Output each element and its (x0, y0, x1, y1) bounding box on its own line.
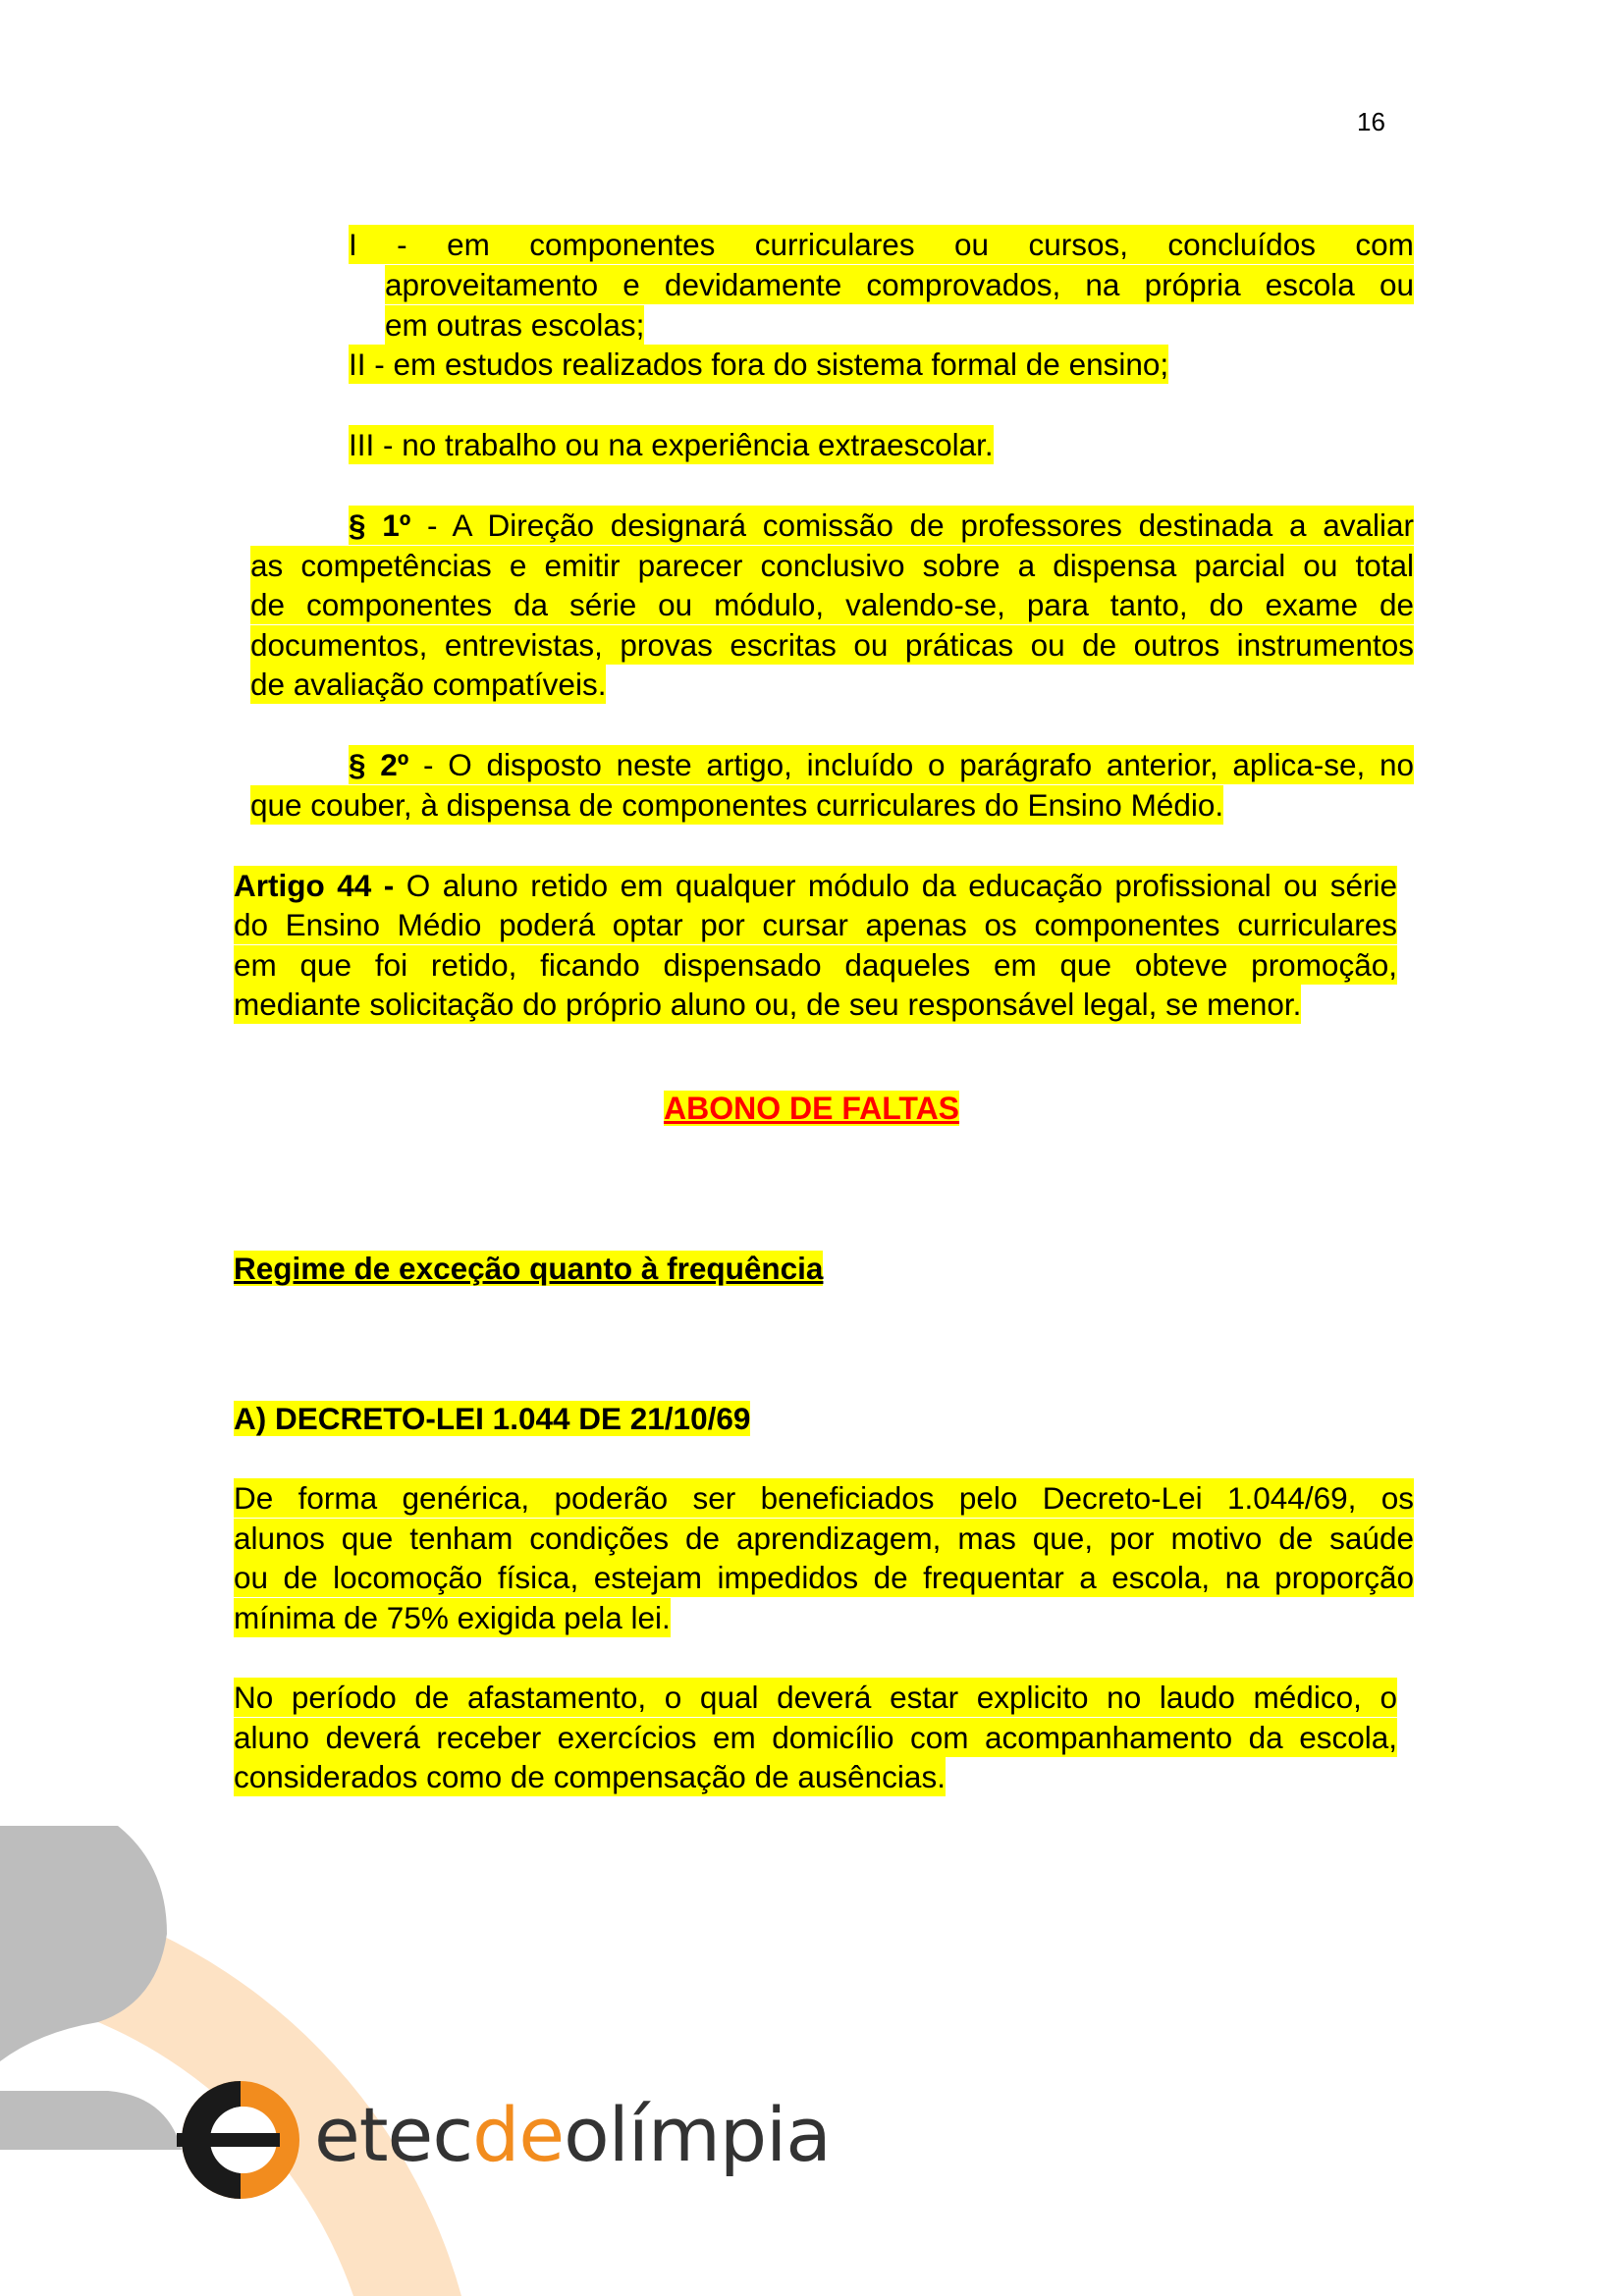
art44-line-1-text: O aluno retido em qualquer módulo da educação profissional ou série (394, 868, 1398, 903)
par2-line-2: que couber, à dispensa de componentes curriculares do Ensino Médio. (250, 787, 1224, 823)
decorative-arcs (0, 1826, 712, 2296)
subsection-title-text: Regime de exceção quanto à frequência (234, 1251, 824, 1286)
art44-line-2: do Ensino Médio poderá optar por cursar apenas os componentes curriculares (234, 907, 1397, 942)
section-title-text: ABONO DE FALTAS (663, 1091, 960, 1126)
decree-p1-line-2: alunos que tenham condições de aprendizagem, mas que, por motivo de saúde (234, 1521, 1414, 1556)
item-i-word: concluídos (1167, 227, 1316, 262)
item-i-word: cursos, (1028, 227, 1128, 262)
decree-heading-text: A) DECRETO-LEI 1.044 DE 21/10/69 (234, 1401, 751, 1436)
subsection-title (234, 1249, 823, 1288)
par2-mark: § 2º (349, 747, 409, 782)
decree-p1-line-4: mínima de 75% exigida pela lei. (234, 1600, 671, 1635)
art44-line-4: mediante solicitação do próprio aluno ou, de seu responsável legal, se menor. (234, 987, 1302, 1022)
logo-wordmark (314, 2091, 831, 2179)
section-title (0, 1089, 1623, 1128)
logo-part-olimpia: olímpia (564, 2091, 831, 2178)
decree-p1-line-3: ou de locomoção física, estejam impedidos de frequentar a escola, na proporção (234, 1560, 1414, 1595)
item-i-word: em (447, 227, 490, 262)
item-i-word: ou (953, 227, 990, 262)
art44-label: Artigo 44 - (234, 868, 395, 903)
par1-mark: § 1º (349, 507, 411, 543)
decree-p2-line-3: considerados como de compensação de ausências. (234, 1759, 946, 1794)
item-i-line-2: aproveitamento e devidamente comprovados, na própria escola ou (385, 267, 1414, 302)
gray-tab-lower (0, 2091, 182, 2150)
item-i-line-3: em outras escolas; (385, 307, 645, 343)
par1-line-3: de componentes da série ou módulo, valendo-se, para tanto, do exame de (250, 587, 1414, 622)
par2-line-1 (349, 745, 1414, 784)
logo-background (0, 1826, 712, 2296)
item-i-roman: I (349, 227, 357, 262)
decree-p2-line-1: No período de afastamento, o qual deverá estar explicito no laudo médico, o (234, 1680, 1397, 1715)
item-i-word: curriculares (754, 227, 915, 262)
logo-emblem-icon (177, 2076, 304, 2204)
par1-line-4: documentos, entrevistas, provas escritas ou práticas ou de outros instrumentos (250, 627, 1414, 663)
decree-heading (234, 1399, 750, 1438)
item-ii: II - em estudos realizados fora do sistema formal de ensino; (349, 347, 1169, 382)
item-iii: III - no trabalho ou na experiência extraescolar. (349, 427, 994, 462)
decree-p2-line-2: aluno deverá receber exercícios em domicílio com acompanhamento da escola, (234, 1720, 1397, 1755)
logo-part-de: de (472, 2091, 565, 2178)
par2-line-1-text: - O disposto neste artigo, incluído o parágrafo anterior, aplica-se, no (408, 747, 1415, 782)
page-number: 16 (1357, 107, 1385, 136)
logo-part-etec: etec (314, 2091, 473, 2178)
item-i-word: com (1355, 227, 1414, 262)
par1-line-1 (349, 506, 1414, 545)
par1-line-2: as competências e emitir parecer conclusivo sobre a dispensa parcial ou total (250, 548, 1414, 583)
par1-line-5: de avaliação compatíveis. (250, 667, 607, 702)
art44-line-3: em que foi retido, ficando dispensado daqueles em que obteve promoção, (234, 947, 1397, 983)
art44-line-1 (234, 866, 1397, 905)
item-i-line-1 (349, 225, 1414, 264)
decree-p1-line-1: De forma genérica, poderão ser beneficiados pelo Decreto-Lei 1.044/69, os (234, 1480, 1414, 1516)
item-i-word: componentes (529, 227, 716, 262)
item-i-dash: - (397, 227, 407, 262)
par1-line-1-text: - A Direção designará comissão de professores destinada a avaliar (410, 507, 1414, 543)
